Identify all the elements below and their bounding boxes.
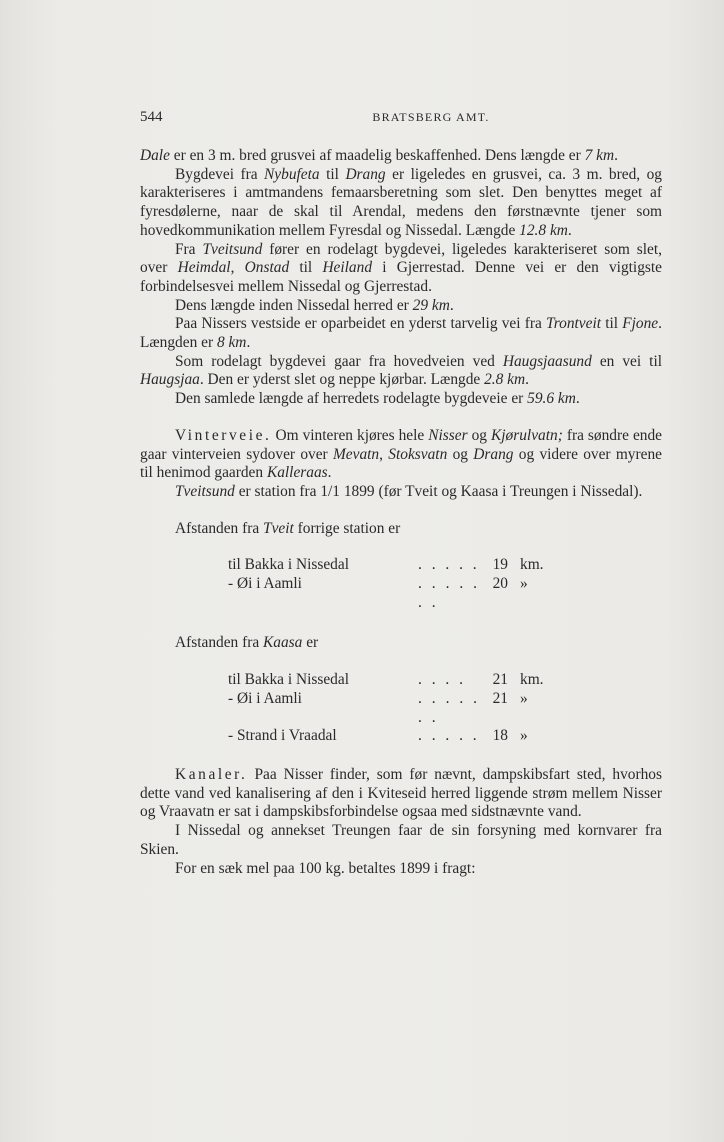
distance-value: 19 [492,556,508,574]
paragraph-length-nissedal: Dens længde inden Nissedal herred er 29 km. [175,296,454,314]
distance-value: 21 [492,671,508,689]
distance-place: - Strand i Vraadal [228,727,337,745]
distance-heading-tveit: Afstanden fra Tveit forrige station er [175,519,401,537]
paragraph-station: Tveitsund er station fra 1/1 1899 (før Tveit og Kaasa i Treungen i Nissedal). [175,482,643,500]
leader-dots: . . . . . [418,727,480,745]
distance-unit: » [520,575,528,593]
distance-place: - Øi i Aamli [228,689,302,707]
page-header [140,109,662,129]
distance-place: - Øi i Aamli [228,575,302,593]
distance-table-tveit [228,556,544,612]
paragraph-nisser-west: Paa Nissers vestside er oparbeidet en yderst tarvelig vei fra Trontveit til Fjone. Længden er 8 km. [140,315,662,352]
paragraph-kanaler: Kanaler. Paa Nisser finder, som før nævnt, dampskibsfart sted, hvorhos dette vand ved kanalisering af den i Kviteseid herred liggende strøm mellem Nisser og Vraavatn er sat i dampskibsforbindelse ogsaa med sidstnævnte vand. [140,765,662,821]
table-row [228,575,544,612]
page-body [140,147,662,878]
distance-value: 18 [492,727,508,745]
distance-value: 20 [492,575,508,593]
table-row [228,727,544,746]
distance-unit: km. [520,671,544,689]
paragraph-haugsjaa: Som rodelagt bygdevei gaar fra hovedveien ved Haugsjaasund en vei til Haugsjaa. Den er yderst slet og neppe kjørbar. Længde 2.8 km. [140,352,662,389]
leader-dots: . . . . . . . [418,575,480,611]
paragraph-total-length: Den samlede længde af herredets rodelagte bygdeveie er 59.6 km. [175,390,580,408]
table-row [228,556,544,575]
distance-heading-kaasa: Afstanden fra Kaasa er [175,634,319,652]
running-title: BRATSBERG AMT. [372,110,490,124]
paragraph-tveitsund-road: Fra Tveitsund fører en rodelagt bygdevei, ligeledes karakteriseret som slet, over Heimdal, Onstad til Heiland i Gjerrestad. Denne vei er den vigtigste forbindelsesvei mellem Nissedal og Gjerrestad. [140,240,662,295]
distance-unit: km. [520,556,544,574]
paragraph-dale: Dale er en 3 m. bred grusvei af maadelig beskaffenhed. Dens længde er 7 km. [140,147,618,164]
paragraph-nybufeta: Bygdevei fra Nybufeta til Drang er ligeledes en grusvei, ca. 3 m. bred, og karakteriseres i amtmandens femaarsberetning som slet. Den benyttes meget af fyresdølerne, naar de skal til Arendal, medens den førstnævnte tjener som hovedkommunikation mellem Fyresdal og Nissedal. Længde 12.8 km. [140,165,662,239]
distance-table-kaasa [228,671,544,746]
distance-value: 21 [492,689,508,707]
table-row [228,690,544,727]
distance-unit: » [520,727,528,745]
distance-unit: » [520,689,528,707]
leader-dots: . . . . [418,671,466,689]
distance-place: til Bakka i Nissedal [228,556,349,574]
leader-dots: . . . . . . . [418,689,480,726]
page-number: 544 [140,109,163,125]
distance-place: til Bakka i Nissedal [228,671,349,689]
paragraph-vinterveie: Vinterveie. Om vinteren kjøres hele Nisser og Kjørulvatn; fra søndre ende gaar vinterveien sydover over Mevatn, Stoksvatn og Drang og videre over myrene til henimod gaarden Kalleraas. [140,426,662,482]
leader-dots: . . . . . [418,556,480,574]
paragraph-fragt: For en sæk mel paa 100 kg. betaltes 1899 i fragt: [175,859,476,877]
paragraph-kornvarer: I Nissedal og annekset Treungen faar de sin forsyning med kornvarer fra Skien. [140,822,662,858]
table-row [228,671,544,690]
